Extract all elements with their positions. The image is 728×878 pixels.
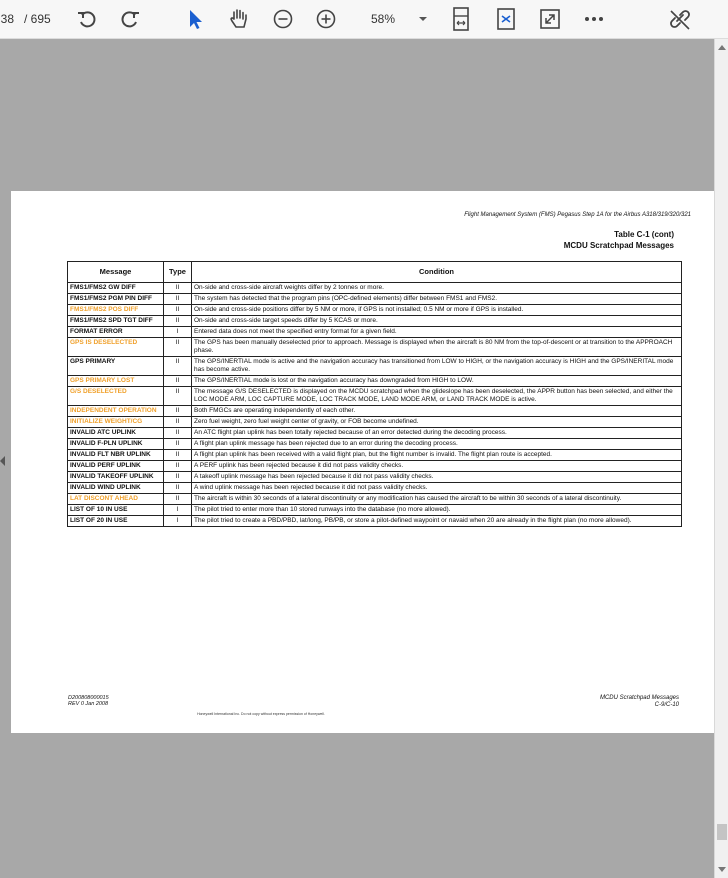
row-condition: Zero fuel weight, zero fuel weight center of gravity, or FOB become undefined. [192,417,682,428]
row-condition: The GPS/INERTIAL mode is lost or the navigation accuracy has downgraded from HIGH to LOW. [192,376,682,387]
pointer-icon[interactable] [187,0,205,38]
zoom-select[interactable] [371,0,427,38]
row-message: FORMAT ERROR [68,327,164,338]
table-row [68,376,682,387]
footer-right [531,695,679,709]
scroll-down-icon[interactable] [718,867,726,872]
table-header-row [68,262,682,283]
fullscreen-icon[interactable] [539,0,561,38]
messages-table [67,261,682,527]
row-type: II [164,387,192,406]
row-condition: On-side and cross-side target speeds differ by 5 KCAS or more. [192,316,682,327]
table-caption: MCDU Scratchpad Messages [563,241,674,250]
row-condition: A flight plan uplink has been received with a valid flight plan, but the flight number is invalid. The flight plan route is accepted. [192,450,682,461]
row-condition: A wind uplink message has been rejected because it did not pass validity checks. [192,483,682,494]
row-message: INVALID PERF UPLINK [68,461,164,472]
row-type: II [164,439,192,450]
total-pages: / 695 [24,12,51,26]
col-header-condition: Condition [192,262,682,283]
row-type: II [164,428,192,439]
copyright-notice: Honeywell International Inc. Do not copy without express permission of Honeywell. [197,712,325,716]
row-message: FMS1/FMS2 POS DIFF [68,305,164,316]
row-condition: A flight plan uplink message has been rejected due to an error during the decoding process. [192,439,682,450]
row-message: GPS PRIMARY LOST [68,376,164,387]
row-message: GPS PRIMARY [68,357,164,376]
row-condition: The GPS/INERTIAL mode is active and the navigation accuracy has transitioned from LOW to HIGH, or the navigation accuracy is HIGH and the GPS/INERITAL mode has become active. [192,357,682,376]
row-message: INVALID WIND UPLINK [68,483,164,494]
row-type: II [164,357,192,376]
vertical-scrollbar[interactable] [714,39,728,878]
table-row [68,439,682,450]
row-message: INITIALIZE WEIGHT/CG [68,417,164,428]
table-row [68,428,682,439]
scrollbar-thumb[interactable] [717,824,727,840]
rotate-cw-icon[interactable] [119,0,141,38]
table-row [68,483,682,494]
row-condition: On-side and cross-side aircraft weights differ by 2 tonnes or more. [192,283,682,294]
row-type: II [164,305,192,316]
footer-left [68,695,109,707]
table-row [68,516,682,527]
row-type: II [164,494,192,505]
row-type: I [164,505,192,516]
table-row [68,294,682,305]
footer-page-number: C-9/C-10 [654,702,679,708]
row-message: LIST OF 10 IN USE [68,505,164,516]
row-message: G/S DESELECTED [68,387,164,406]
link-icon[interactable] [667,0,693,38]
chevron-down-icon [419,17,427,21]
rotate-ccw-icon[interactable] [76,0,98,38]
table-row [68,505,682,516]
table-row [68,357,682,376]
running-header: Flight Management System (FMS) Pegasus Step 1A for the Airbus A318/319/320/321 [464,212,691,218]
row-type: II [164,483,192,494]
row-type: II [164,472,192,483]
zoom-out-icon[interactable] [272,0,294,38]
pdf-toolbar [0,0,728,39]
table-row [68,283,682,294]
row-condition: The pilot tried to enter more than 10 stored runways into the database (no more allowed). [192,505,682,516]
table-row [68,450,682,461]
row-condition: Both FMGCs are operating independently of each other. [192,406,682,417]
row-type: II [164,417,192,428]
row-message: LIST OF 20 IN USE [68,516,164,527]
row-condition: The system has detected that the program pins (OPC-defined elements) differ between FMS1 and FMS2. [192,294,682,305]
row-message: FMS1/FMS2 SPD TGT DIFF [68,316,164,327]
page-indicator [0,0,51,38]
row-type: I [164,516,192,527]
row-message: INDEPENDENT OPERATION [68,406,164,417]
row-type: II [164,283,192,294]
table-row [68,406,682,417]
row-type: II [164,294,192,305]
table-row [68,305,682,316]
fit-page-icon[interactable] [451,0,471,38]
row-condition: A PERF uplink has been rejected because it did not pass validity checks. [192,461,682,472]
row-message: GPS IS DESELECTED [68,338,164,357]
table-row [68,316,682,327]
footer-section: MCDU Scratchpad Messages [599,695,679,701]
row-message: INVALID F-PLN UPLINK [68,439,164,450]
pdf-page [11,191,714,733]
row-type: II [164,406,192,417]
fit-width-icon[interactable] [495,0,517,38]
table-row [68,494,682,505]
table-number: Table C-1 (cont) [614,230,674,239]
hand-icon[interactable] [227,0,251,38]
doc-revision: REV 0 Jan 2008 [68,701,109,707]
row-condition: Entered data does not meet the specified entry format for a given field. [192,327,682,338]
row-condition: The aircraft is within 30 seconds of a lateral discontinuity or any modification has caused the aircraft to be within 30 seconds of a lateral discontinuity. [192,494,682,505]
zoom-level: 58% [371,12,396,26]
row-type: II [164,338,192,357]
table-row [68,472,682,483]
table-row [68,327,682,338]
doc-number: D200808000015 [68,695,109,701]
more-icon[interactable] [584,0,604,38]
table-title [511,229,674,251]
row-message: INVALID FLT NBR UPLINK [68,450,164,461]
row-condition: The GPS has been manually deselected prior to approach. Message is displayed when the aircraft is 80 NM from the top-of-descent or at transition to the APPROACH phase. [192,338,682,357]
row-type: II [164,316,192,327]
row-message: FMS1/FMS2 GW DIFF [68,283,164,294]
row-message: LAT DISCONT AHEAD [68,494,164,505]
table-row [68,338,682,357]
col-header-type: Type [164,262,192,283]
row-message: FMS1/FMS2 PGM PIN DIFF [68,294,164,305]
row-condition: A takeoff uplink message has been rejected because it did not pass validity checks. [192,472,682,483]
col-header-message: Message [68,262,164,283]
row-type: I [164,327,192,338]
row-condition: An ATC flight plan uplink has been totally rejected because of an error detected during the decoding process. [192,428,682,439]
current-page-input[interactable]: 38 [0,12,14,26]
row-condition: The message G/S DESELECTED is displayed on the MCDU scratchpad when the glideslope has been deselected, the APPR button has been selected, and either the LOC MODE ARM, LOC CAPTURE MODE, LOC TRACK MODE, LAND MODE ARM, or LAND TRACK MODE is active. [192,387,682,406]
zoom-in-icon[interactable] [315,0,337,38]
table-row [68,387,682,406]
row-type: II [164,461,192,472]
scroll-up-icon[interactable] [718,45,726,50]
table-row [68,417,682,428]
table-row [68,461,682,472]
row-condition: On-side and cross-side positions differ by 5 NM or more, if GPS is not installed; 0.5 NM or more if GPS is installed. [192,305,682,316]
row-condition: The pilot tried to create a PBD/PBD, lat/long, PB/PB, or store a pilot-defined waypoint or navaid when 20 are already in the flight plan (no more allowed). [192,516,682,527]
collapse-sidebar-icon[interactable] [0,456,5,466]
row-message: INVALID TAKEOFF UPLINK [68,472,164,483]
row-type: II [164,376,192,387]
row-message: INVALID ATC UPLINK [68,428,164,439]
row-type: II [164,450,192,461]
